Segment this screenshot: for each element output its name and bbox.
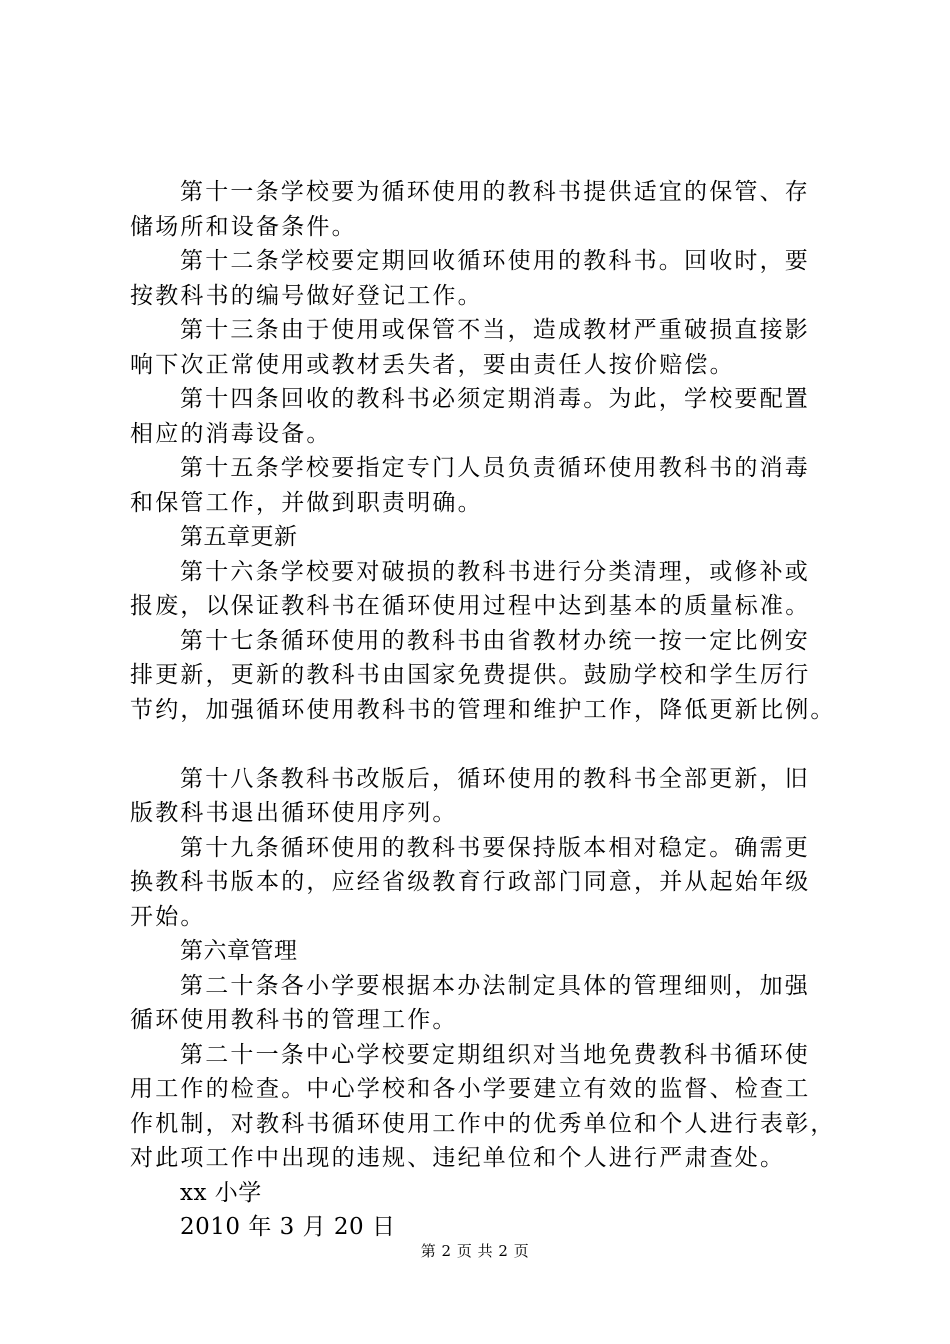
article-15-line-1: 第十五条学校要指定专门人员负责循环使用教科书的消毒 (180, 455, 810, 481)
article-16-line-1: 第十六条学校要对破损的教科书进行分类清理，或修补或 (180, 558, 810, 585)
chapter-5-heading: 第五章更新 (180, 524, 298, 550)
article-15-line-2: 和保管工作，并做到职责明确。 (130, 489, 483, 516)
article-11-line-1: 第十一条学校要为循环使用的教科书提供适宜的保管、存 (180, 179, 810, 205)
article-13-line-1: 第十三条由于使用或保管不当，造成教材严重破损直接影 (180, 317, 810, 343)
article-21-line-1: 第二十一条中心学校要定期组织对当地免费教科书循环使 (180, 1041, 810, 1068)
page-footer: 第 2 页 共 2 页 (420, 1242, 530, 1260)
article-19-line-2: 换教科书版本的，应经省级教育行政部门同意，并从起始年级 (130, 869, 811, 895)
document-body (130, 175, 836, 1245)
article-13-line-2: 响下次正常使用或教材丢失者，要由责任人按价赔偿。 (130, 351, 735, 378)
article-21-line-2: 用工作的检查。中心学校和各小学要建立有效的监督、检查工 (130, 1076, 811, 1102)
article-21-line-4: 对此项工作中出现的违规、违纪单位和个人进行严肃查处。 (130, 1145, 786, 1171)
blank-line (130, 727, 832, 762)
article-20-line-2: 循环使用教科书的管理工作。 (130, 1007, 458, 1033)
article-14-line-2: 相应的消毒设备。 (130, 420, 332, 447)
article-20-line-1: 第二十条各小学要根据本办法制定具体的管理细则，加强 (180, 972, 810, 999)
chapter-6-heading: 第六章管理 (180, 938, 298, 964)
article-21-line-3: 作机制，对教科书循环使用工作中的优秀单位和个人进行表彰， (130, 1110, 836, 1137)
article-17-line-3: 节约，加强循环使用教科书的管理和维护工作，降低更新比例。 (130, 696, 836, 723)
article-16-line-2: 报废，以保证教科书在循环使用过程中达到基本的质量标准。 (130, 593, 811, 619)
article-17-line-2: 排更新，更新的教科书由国家免费提供。鼓励学校和学生厉行 (130, 662, 811, 688)
article-19-line-1: 第十九条循环使用的教科书要保持版本相对稳定。确需更 (180, 834, 810, 861)
article-18-line-1: 第十八条教科书改版后，循环使用的教科书全部更新，旧 (180, 765, 810, 792)
article-12-line-1: 第十二条学校要定期回收循环使用的教科书。回收时，要 (180, 248, 810, 274)
article-11-line-2: 储场所和设备条件。 (130, 213, 357, 240)
article-17-line-1: 第十七条循环使用的教科书由省教材办统一按一定比例安 (180, 627, 810, 654)
article-19-line-3: 开始。 (130, 903, 206, 930)
article-14-line-1: 第十四条回收的教科书必须定期消毒。为此，学校要配置 (180, 386, 810, 412)
article-12-line-2: 按教科书的编号做好登记工作。 (130, 282, 483, 309)
article-18-line-2: 版教科书退出循环使用序列。 (130, 800, 458, 826)
signature-date: 2010 年 3 月 20 日 (180, 1214, 396, 1240)
signature-school: xx 小学 (180, 1179, 262, 1206)
